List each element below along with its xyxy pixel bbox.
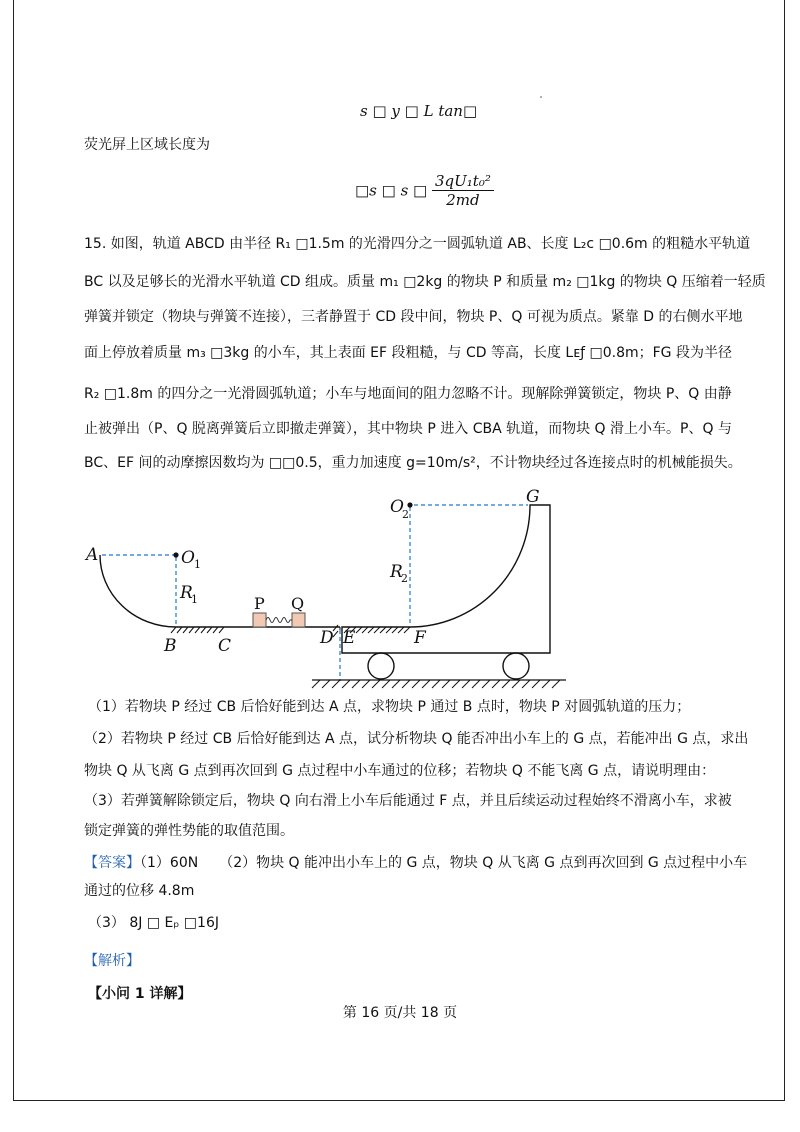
label-e: E	[343, 628, 356, 648]
label-r2: R	[390, 562, 403, 582]
sub-question-2-line-2: 物块 Q 从飞离 G 点到再次回到 G 点过程中小车通过的位移；若物块 Q 不能飞离 G 点，请说明理由：	[84, 763, 716, 779]
q15-line-3: 弹簧并锁定（物块与弹簧不连接），三者静置于 CD 段中间，物块 P、Q 可视为质点。紧靠 D 的右侧水平地	[84, 309, 743, 325]
q15-line-4: 面上停放着质量 m₃ □3kg 的小车，其上表面 EF 段粗糙，与 CD 等高，长度 Lᴇƒ □0.8m；FG 段为半径	[84, 345, 732, 361]
sub-question-3-line-2: 锁定弹簧的弹性势能的取值范围。	[84, 823, 294, 839]
label-d: D	[320, 628, 334, 648]
arc-ab	[100, 555, 176, 627]
sub-question-2-line-1: （2）若物块 P 经过 CB 后恰好能到达 A 点，试分析物块 Q 能否冲出小车上的 G 点，若能冲出 G 点，求出	[84, 731, 749, 747]
label-g: G	[526, 487, 540, 507]
formula-2-denominator: 2md	[446, 191, 480, 209]
label-r1-sub: 1	[191, 593, 198, 606]
formula-2	[355, 172, 494, 209]
sub-question-1: （1）若物块 P 经过 CB 后恰好能到达 A 点，求物块 P 通过 B 点时，物块 P 对圆弧轨道的压力；	[88, 699, 691, 715]
screen-length-text: 荧光屏上区域长度为	[84, 137, 210, 153]
center-o2	[407, 502, 412, 507]
label-q: Q	[291, 594, 305, 613]
label-b: B	[164, 636, 177, 656]
formula-2-numerator: 3qU₁t₀²	[432, 172, 494, 191]
page-footer: 第 16 页/共 18 页	[342, 1005, 458, 1021]
label-p: P	[254, 594, 265, 613]
track-diagram	[80, 485, 570, 695]
q15-line-5: R₂ □1.8m 的四分之一光滑圆弧轨道；小车与地面间的阻力忽略不计。现解除弹簧锁定，物块 P、Q 由静	[84, 386, 732, 402]
analysis-tag: 【解析】	[84, 953, 140, 969]
label-o1-sub: 1	[194, 558, 201, 571]
speck	[540, 96, 542, 98]
label-r2-sub: 2	[401, 572, 408, 585]
formula-1: s □ y □ L tan□	[360, 102, 478, 120]
block-q	[292, 613, 305, 627]
center-o1	[173, 552, 178, 557]
spring	[266, 618, 292, 623]
label-o2-sub: 2	[402, 508, 409, 521]
formula-2-lead: □s □ s □	[355, 181, 428, 200]
block-p	[253, 613, 266, 627]
q15-line-7: BC、EF 间的动摩擦因数均为 □□0.5，重力加速度 g=10m/s²，不计物块经过各连接点时的机械能损失。	[84, 455, 742, 471]
cart-body	[342, 505, 550, 653]
answer-line-2: 通过的位移 4.8m	[84, 883, 195, 899]
label-o1: O	[181, 548, 195, 568]
q15-line-6: 止被弹出（P、Q 脱离弹簧后立即撤走弹簧），其中物块 P 进入 CBA 轨道，而物块 Q 滑上小车。P、Q 与	[84, 421, 732, 437]
label-f: F	[414, 628, 426, 648]
label-a: A	[86, 545, 99, 565]
label-o2: O	[390, 497, 404, 517]
q15-line-1: 15. 如图，轨道 ABCD 由半径 R₁ □1.5m 的光滑四分之一圆弧轨道 AB、长度 L₂ᴄ □0.6m 的粗糙水平轨道	[84, 236, 751, 252]
wheel-right	[503, 653, 529, 679]
answer-text-1: （1）60N （2）物块 Q 能冲出小车上的 G 点，物块 Q 从飞离 G 点到再次回到 G 点过程中小车	[140, 855, 748, 871]
formula-2-fraction	[432, 172, 494, 209]
q15-line-2: BC 以及足够长的光滑水平轨道 CD 组成。质量 m₁ □2kg 的物块 P 和质量 m₂ □1kg 的物块 Q 压缩着一轻质	[84, 274, 766, 290]
sub-detail-heading: 【小问 1 详解】	[88, 986, 192, 1002]
answer-line-1	[84, 852, 747, 874]
hatch-bc	[171, 627, 226, 633]
answer-tag: 【答案】	[84, 855, 140, 871]
sub-question-3-line-1: （3）若弹簧解除锁定后，物块 Q 向右滑上小车后能通过 F 点，并且后续运动过程始终不滑离小车，求被	[84, 793, 732, 809]
answer-line-3: （3） 8J □ Eₚ □16J	[88, 915, 219, 931]
label-r1: R	[180, 583, 193, 603]
wheel-left	[368, 653, 394, 679]
label-c: C	[218, 636, 232, 656]
ground-hatch	[312, 680, 560, 688]
